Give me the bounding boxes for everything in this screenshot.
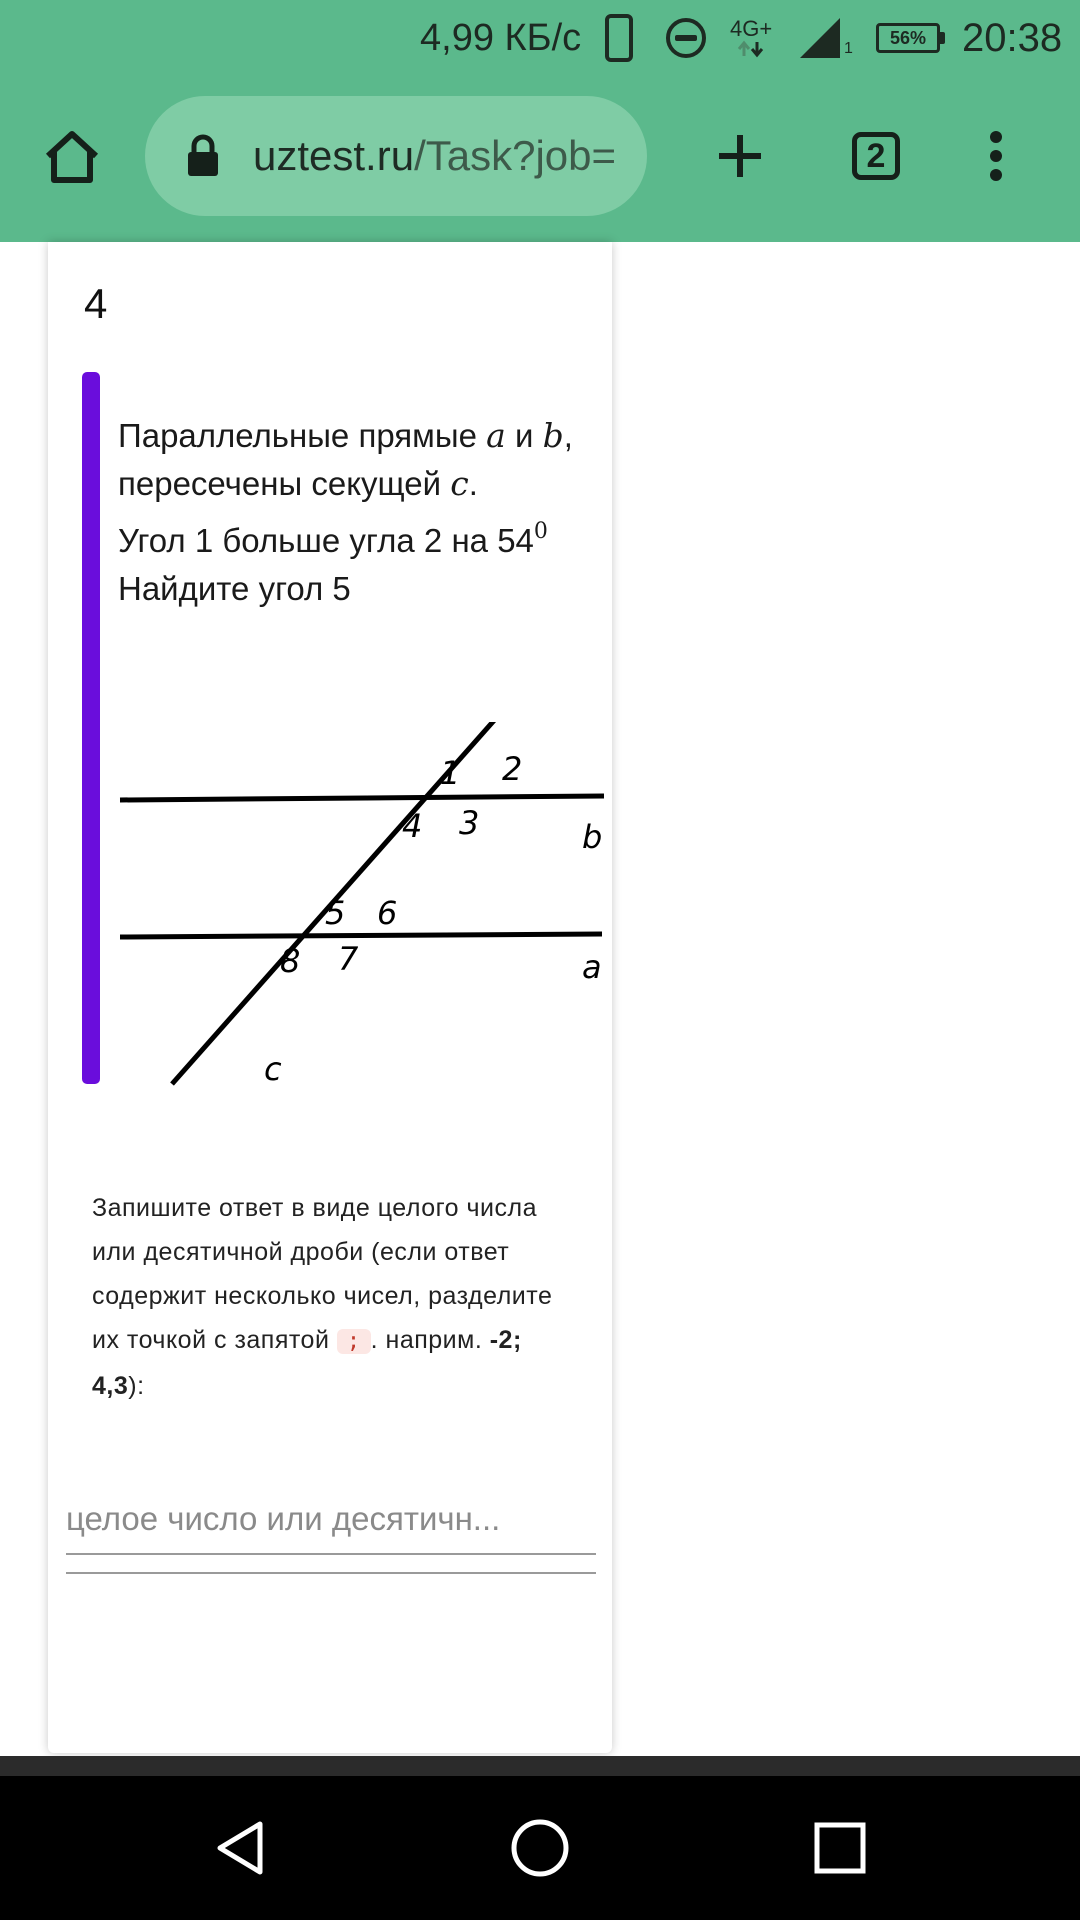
network-type: 4G+ [730,16,773,41]
task-body [82,372,612,1088]
url-path: /Task?job= [414,132,617,179]
angle-label-4: 4 [402,807,423,845]
network-type-indicator [730,0,772,76]
line-b [120,796,604,800]
line-a [120,934,602,937]
instructions-text: Запишите ответ в виде целого числа или десятичной дроби (если ответ содержит несколько чисел, разделите их точкой с запятой [92,1194,553,1354]
home-nav-button[interactable] [480,1776,600,1920]
answer-instructions [92,1186,572,1408]
answer-underline [66,1572,596,1574]
semicolon-code: ; [337,1329,371,1354]
line-label-c: c [264,1050,282,1088]
status-bar [0,0,1080,76]
url-domain: uztest.ru [253,132,415,179]
recents-icon [813,1821,867,1875]
back-button[interactable] [180,1776,300,1920]
angle-label-5: 5 [325,894,346,932]
signal-icon [796,0,853,76]
question-text-part: и [505,417,543,454]
navbar-divider [0,1756,1080,1776]
navigation-bar [0,1776,1080,1920]
var-a: a [486,416,506,455]
question-text-part: , [563,417,573,454]
data-arrows-icon [736,40,766,58]
lock-icon [185,134,221,178]
clock: 20:38 [962,15,1063,60]
question-line-1 [118,412,618,460]
tabs-icon [852,132,900,180]
new-tab-icon [715,131,765,181]
menu-button[interactable] [958,116,1034,196]
line-label-a: a [582,948,602,986]
answer-field [66,1487,596,1555]
angle-label-8: 8 [280,942,301,980]
question-line-2 [118,460,618,508]
menu-icon [988,131,1004,181]
instructions-text: . наприм. [370,1326,490,1354]
instructions-text: ): [128,1372,145,1400]
recents-button[interactable] [780,1776,900,1920]
do-not-disturb-icon [664,0,708,76]
question-text-part: Параллельные прямые [118,417,487,454]
phone-vibrate-icon [604,0,634,76]
geometry-diagram [82,722,612,1092]
question-text-part: . [468,465,478,502]
browser-chrome [0,0,1080,242]
address-bar[interactable] [145,96,647,216]
url-text [253,96,616,216]
question-line-3 [118,508,618,565]
answer-input[interactable] [66,1487,596,1551]
example-answer: -2; 4,3 [92,1326,522,1400]
question-text-part: пересечены секущей [118,465,451,502]
angle-label-1: 1 [440,754,461,792]
home-button[interactable] [32,116,112,196]
degree-superscript: 0 [533,519,548,544]
browser-toolbar [0,76,1080,242]
battery-icon [876,0,945,76]
new-tab-button[interactable] [700,116,780,196]
line-label-b: b [582,818,603,856]
angle-label-2: 2 [502,750,523,788]
tabs-button[interactable] [836,116,916,196]
home-icon [40,126,104,186]
angle-label-6: 6 [377,894,398,932]
home-circle-icon [509,1817,571,1879]
angle-label-7: 7 [338,940,359,978]
var-b: b [542,416,564,455]
question-text [118,412,618,613]
task-card [48,242,612,1753]
task-number: 4 [84,280,108,327]
tab-count: 2 [866,136,886,175]
network-speed: 4,99 КБ/с [420,16,582,59]
signal-sub: 1 [844,40,853,57]
angle-label-3: 3 [459,804,480,842]
question-line-4: Найдите угол 5 [118,570,351,607]
var-c: c [450,464,469,503]
question-text-part: Угол 1 больше угла 2 на 54 [118,522,534,559]
battery-percent: 56% [889,27,927,48]
back-icon [212,1818,268,1878]
